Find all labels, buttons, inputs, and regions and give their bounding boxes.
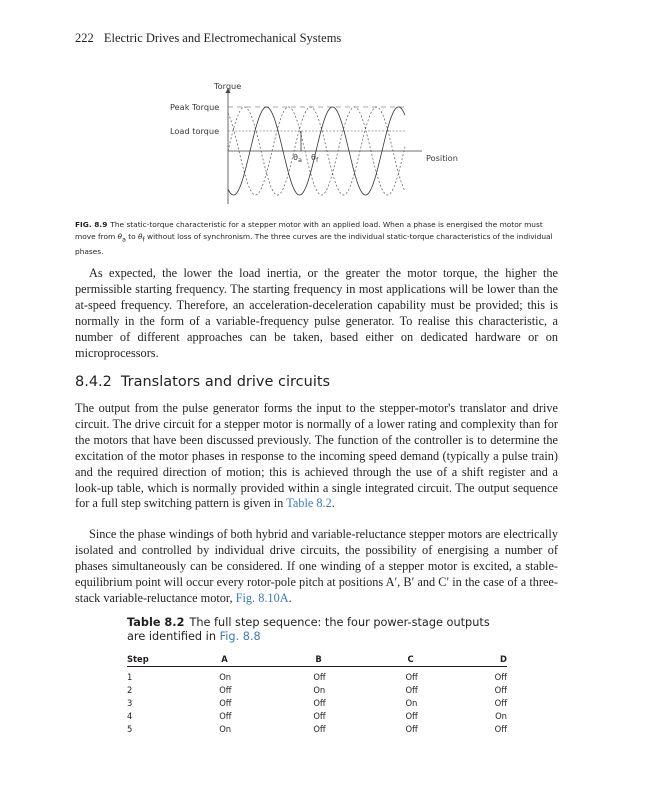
table-cell: 3 — [127, 697, 133, 708]
section-heading — [75, 374, 330, 390]
table-cell: Off — [313, 697, 326, 708]
column-header-step: Step — [127, 652, 219, 667]
table-8-2-link[interactable]: Table 8.2 — [286, 496, 332, 511]
table-cell: On — [219, 723, 232, 734]
table-cell: On — [405, 697, 418, 708]
paragraph-starting-frequency: As expected, the lower the load inertia, or the greater the motor torque, the higher the permissible starting frequency. The starting frequency in most applications will be lower than the at-speed frequency. Therefore, an acceleration-deceleration capability must be provided; this is normally in the form of a variable-frequency pulse generator. To realise this characteristic, a number of different approaches can be taken, based either on dedicated hardware or on microprocessors. — [75, 266, 558, 360]
table-row — [127, 683, 507, 696]
table-cell: Off — [405, 710, 418, 721]
table-cell: 2 — [127, 684, 133, 695]
torque-figure — [160, 76, 470, 206]
table-cell: On — [219, 671, 232, 682]
torque-axis-label: Torque — [214, 81, 242, 91]
table-cell: Off — [405, 684, 418, 695]
torque-diagram — [160, 76, 470, 206]
table-cell: 1 — [127, 671, 133, 682]
load-torque-label: Load torque — [170, 126, 220, 136]
column-header-c: C — [405, 652, 494, 667]
page-number: 222 — [75, 31, 94, 45]
position-axis-label: Position — [426, 153, 458, 163]
table-cell: Off — [405, 723, 418, 734]
table-cell: Off — [494, 684, 507, 695]
table-cell: Off — [313, 723, 326, 734]
full-step-table — [127, 652, 507, 735]
table-row — [127, 722, 507, 735]
table-cell: On — [495, 710, 507, 721]
table-cell: On — [313, 684, 326, 695]
table-row — [127, 667, 507, 684]
table-cell: Off — [219, 684, 232, 695]
section-number: 8.4.2 — [75, 374, 112, 390]
theta-f-label: $\theta_f$ — [311, 152, 319, 164]
table-cell: Off — [219, 710, 232, 721]
peak-torque-label: Peak Torque — [170, 102, 220, 112]
table-row — [127, 709, 507, 722]
table-cell: Off — [494, 697, 507, 708]
table-caption: Table 8.2 The full step sequence: the four power-stage outputs are identified in Fig. 8.8 — [127, 616, 490, 644]
table-row — [127, 696, 507, 709]
paragraph-translators: The output from the pulse generator forms the input to the stepper-motor's translator and drive circuit. The drive circuit for a stepper motor is normally of a lower rating and complexity than for the motors that have been discussed previously. The function of the controller is to determine the excitation of the motor phases in response to the incoming speed demand (typically a pulse train) and the required direction of motion; this is achieved through the use of a shift register and a look-up table, which is normally provided within a single integrated circuit. The output sequence for a full step switching pattern is given in Table 8.2. — [75, 401, 558, 511]
table-cell: Off — [494, 671, 507, 682]
section-title: Translators and drive circuits — [120, 374, 331, 390]
table-cell: Off — [405, 671, 418, 682]
table-cell: Off — [313, 710, 326, 721]
fig-8-10a-link[interactable]: Fig. 8.10A — [235, 590, 289, 605]
column-header-b: B — [313, 652, 405, 667]
column-header-d: D — [495, 652, 507, 667]
figure-caption: FIG. 8.9 The static-torque characteristic for a stepper motor with an applied load. When a phase is energised the motor must move from $\theta_a$ to $\theta_f$ without loss of synchronism. The three curves are the individual static-torque characteristics of the individual phases. — [75, 220, 553, 256]
table-cell: Off — [313, 671, 326, 682]
running-head — [75, 31, 341, 46]
paragraph-phase-windings: Since the phase windings of both hybrid and variable-reluctance stepper motors are electrically isolated and controlled by individual drive circuits, the possibility of energising a number of phases simultaneously can be considered. If one winding of a stepper motor is excited, a stable-equilibrium point will occur every rotor-pole pitch at positions A′, B′ and C′ in the case of a three-stack variable-reluctance motor, Fig. 8.10A. — [75, 527, 558, 605]
table-cell: 5 — [127, 723, 133, 734]
table-cell: 4 — [127, 710, 133, 721]
fig-8-8-link[interactable]: Fig. 8.8 — [219, 630, 261, 644]
table-cell: Off — [219, 697, 232, 708]
table-cell: Off — [494, 723, 507, 734]
book-title: Electric Drives and Electromechanical Systems — [103, 31, 342, 45]
table-header-row — [127, 652, 507, 667]
theta-a-label: $\theta_a$ — [293, 152, 302, 164]
figure-label: FIG. 8.9 — [75, 220, 108, 229]
table-label: Table 8.2 — [127, 616, 185, 629]
column-header-a: A — [219, 652, 313, 667]
